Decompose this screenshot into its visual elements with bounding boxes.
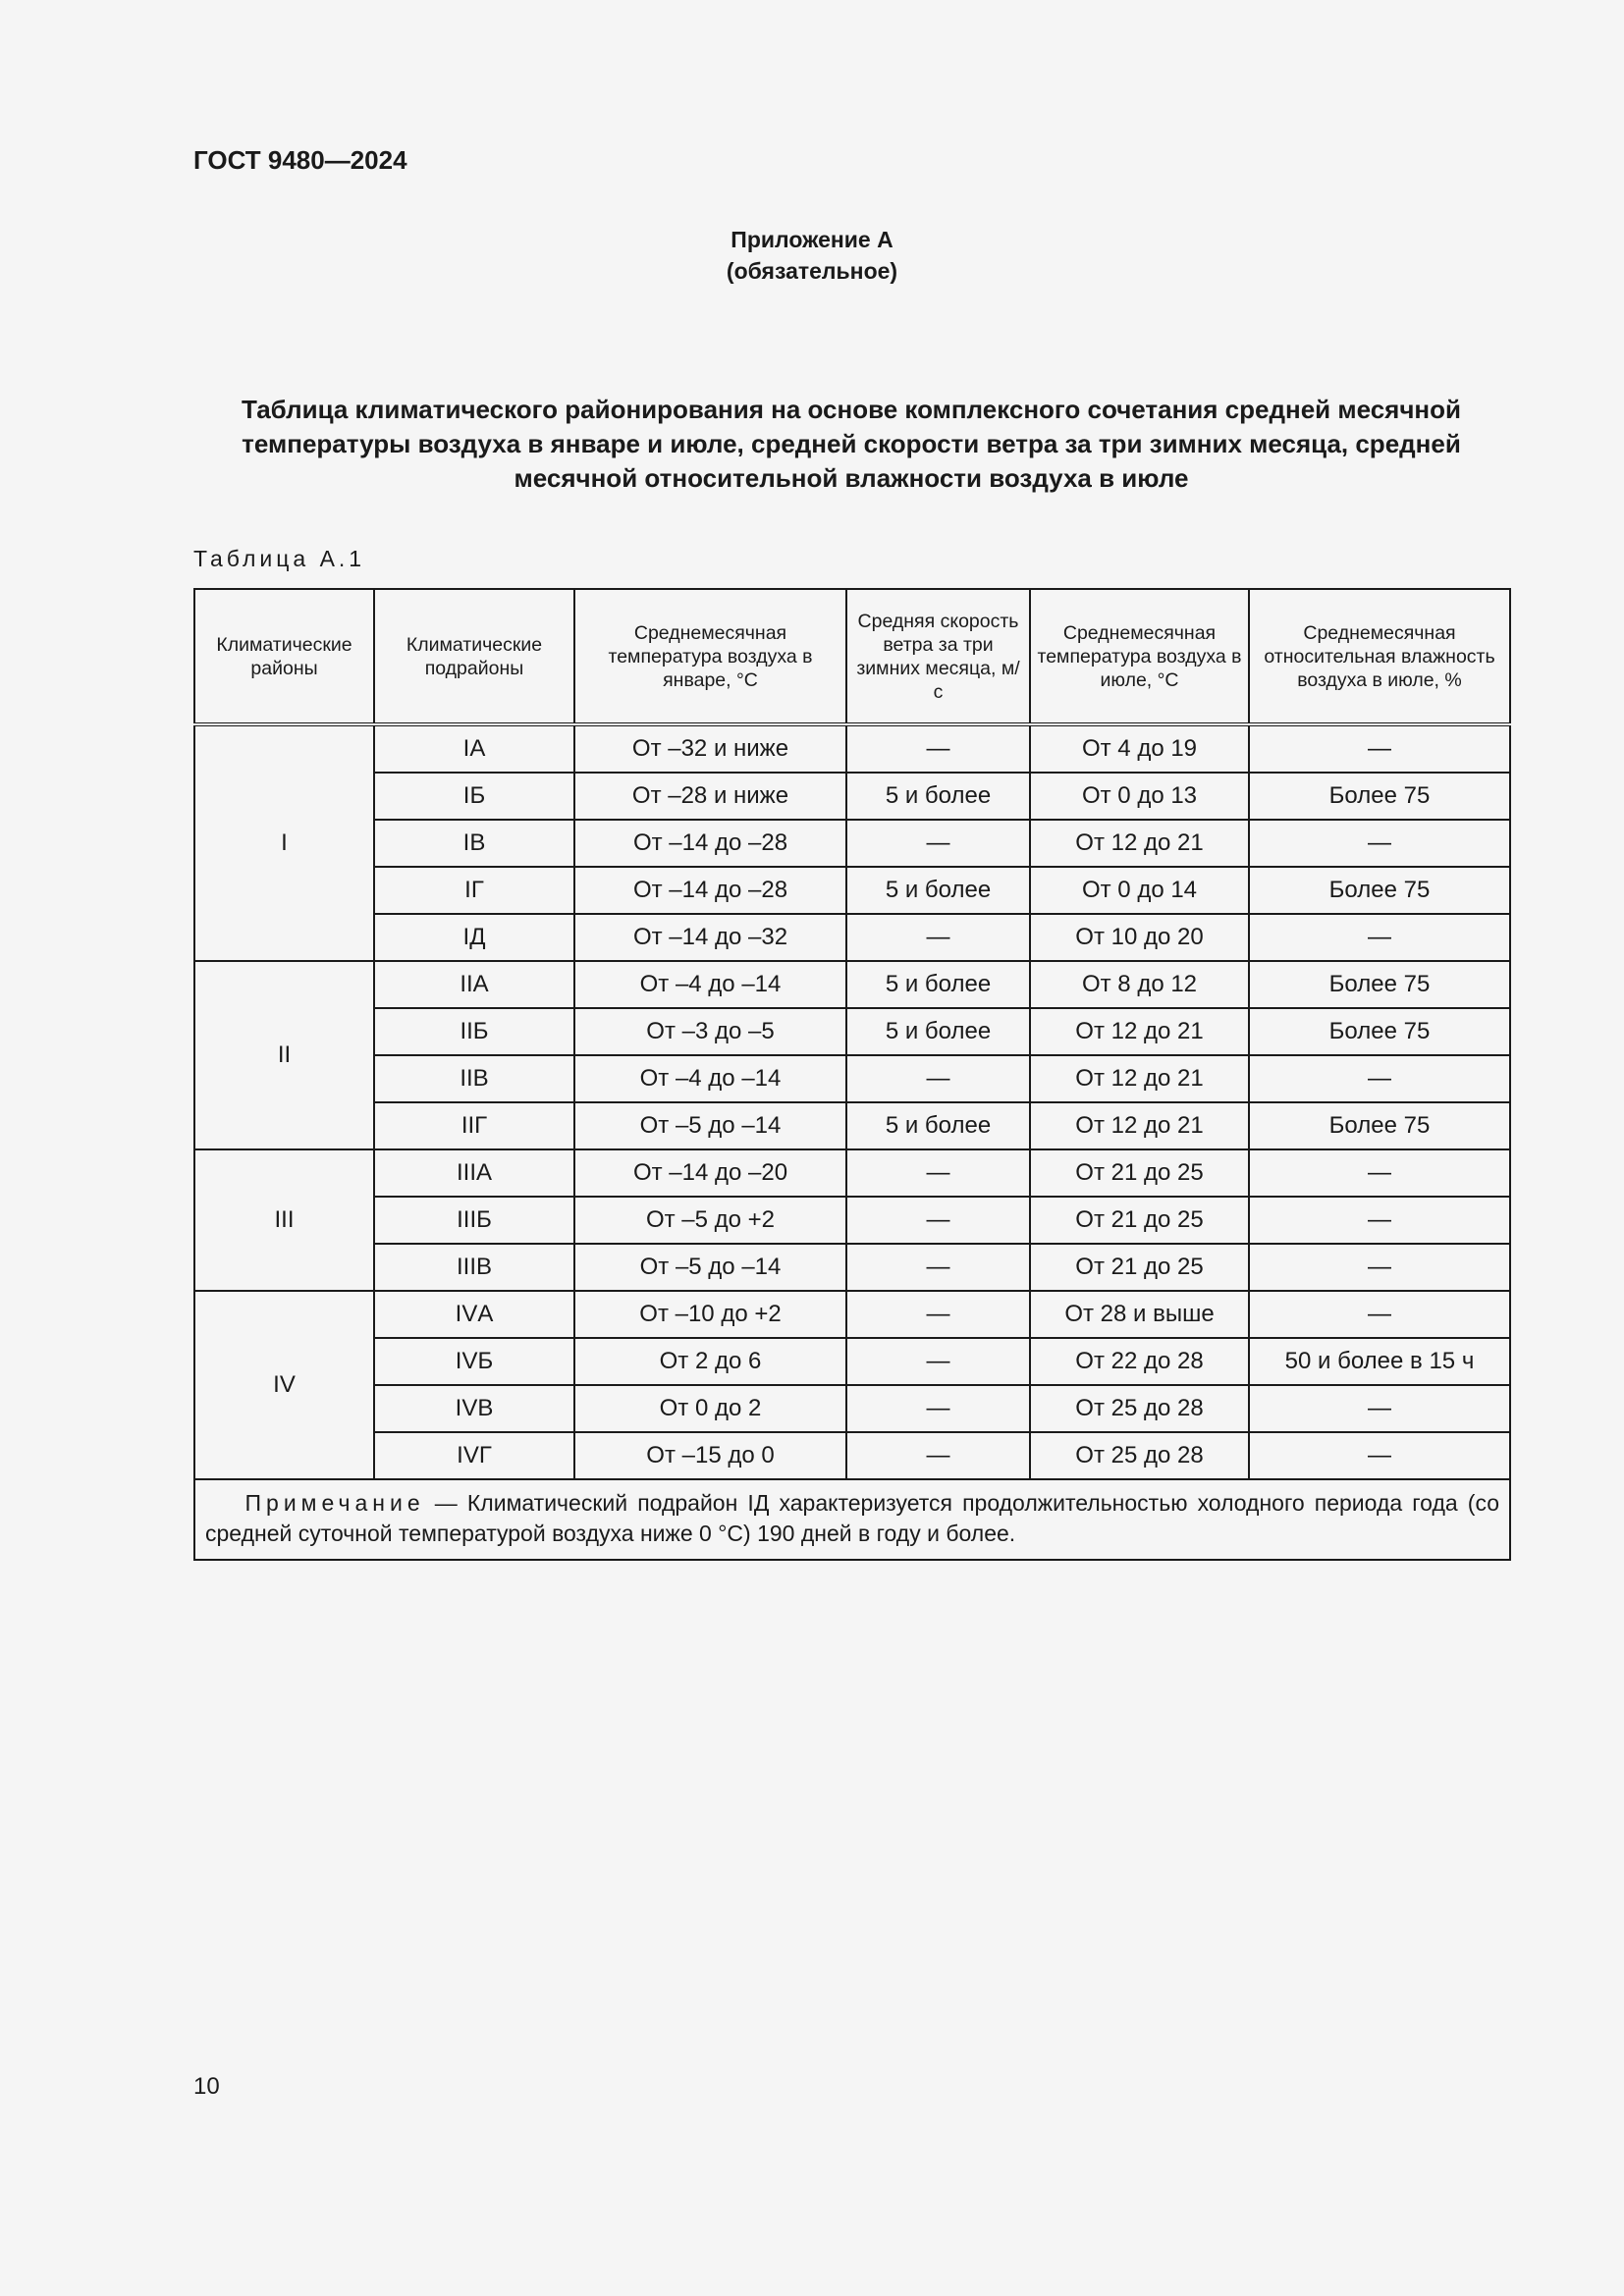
subregion-cell: IVБ [374, 1338, 574, 1385]
wind-speed-cell: — [846, 1197, 1030, 1244]
column-header-region: Климатические районы [194, 589, 374, 724]
region-cell: II [194, 961, 374, 1149]
subregion-cell: IВ [374, 820, 574, 867]
wind-speed-cell: — [846, 1149, 1030, 1197]
july-temperature-cell: От 12 до 21 [1030, 820, 1249, 867]
wind-speed-cell: — [846, 1055, 1030, 1102]
subregion-cell: IIIА [374, 1149, 574, 1197]
column-header-july-temperature: Среднемесячная температура воздуха в июле, °С [1030, 589, 1249, 724]
july-humidity-cell: — [1249, 1244, 1510, 1291]
table-row [194, 1149, 1510, 1197]
july-humidity-cell: Более 75 [1249, 961, 1510, 1008]
january-temperature-cell: От –28 и ниже [574, 773, 846, 820]
july-humidity-cell: — [1249, 1055, 1510, 1102]
table-row [194, 1008, 1510, 1055]
july-temperature-cell: От 25 до 28 [1030, 1432, 1249, 1479]
july-humidity-cell: — [1249, 1197, 1510, 1244]
appendix-status: (обязательное) [726, 258, 898, 284]
january-temperature-cell: От –14 до –28 [574, 820, 846, 867]
january-temperature-cell: От –5 до +2 [574, 1197, 846, 1244]
july-temperature-cell: От 21 до 25 [1030, 1197, 1249, 1244]
subregion-cell: IД [374, 914, 574, 961]
july-humidity-cell: Более 75 [1249, 1102, 1510, 1149]
wind-speed-cell: — [846, 1291, 1030, 1338]
january-temperature-cell: От –4 до –14 [574, 961, 846, 1008]
wind-speed-cell: 5 и более [846, 773, 1030, 820]
january-temperature-cell: От –5 до –14 [574, 1244, 846, 1291]
wind-speed-cell: 5 и более [846, 867, 1030, 914]
subregion-cell: IIБ [374, 1008, 574, 1055]
table-title-line: месячной относительной влажности воздуха в июле [514, 463, 1189, 493]
table-row [194, 724, 1510, 773]
wind-speed-cell: — [846, 724, 1030, 773]
table-row [194, 1338, 1510, 1385]
january-temperature-cell: От 2 до 6 [574, 1338, 846, 1385]
table-row [194, 1291, 1510, 1338]
july-temperature-cell: От 25 до 28 [1030, 1385, 1249, 1432]
wind-speed-cell: — [846, 820, 1030, 867]
region-cell: I [194, 724, 374, 961]
subregion-cell: IIГ [374, 1102, 574, 1149]
page-number: 10 [193, 2073, 220, 2100]
july-temperature-cell: От 21 до 25 [1030, 1149, 1249, 1197]
region-cell: III [194, 1149, 374, 1291]
july-humidity-cell: Более 75 [1249, 773, 1510, 820]
region-cell: IV [194, 1291, 374, 1479]
wind-speed-cell: — [846, 1432, 1030, 1479]
july-humidity-cell: — [1249, 1385, 1510, 1432]
appendix-title: Приложение А [731, 227, 893, 252]
table-body [194, 724, 1510, 1479]
table-row [194, 820, 1510, 867]
july-humidity-cell: — [1249, 914, 1510, 961]
note-text: — Климатический подрайон IД характеризуется продолжительностью холодного периода года (со средней суточной температурой воздуха ниже 0 °С) 190 дней в году и более. [205, 1490, 1500, 1546]
wind-speed-cell: — [846, 1385, 1030, 1432]
subregion-cell: IVГ [374, 1432, 574, 1479]
column-header-wind-speed: Средняя скорость ветра за три зимних месяца, м/с [846, 589, 1030, 724]
subregion-cell: IIВ [374, 1055, 574, 1102]
january-temperature-cell: От –5 до –14 [574, 1102, 846, 1149]
table-title-line: температуры воздуха в январе и июле, средней скорости ветра за три зимних месяца, средней [242, 429, 1461, 458]
note-label: Примечание [244, 1490, 425, 1516]
table-title [193, 393, 1509, 496]
table-row [194, 1244, 1510, 1291]
subregion-cell: IГ [374, 867, 574, 914]
subregion-cell: IIIВ [374, 1244, 574, 1291]
july-humidity-cell: Более 75 [1249, 1008, 1510, 1055]
january-temperature-cell: От –4 до –14 [574, 1055, 846, 1102]
january-temperature-cell: От –10 до +2 [574, 1291, 846, 1338]
january-temperature-cell: От –14 до –32 [574, 914, 846, 961]
wind-speed-cell: — [846, 1338, 1030, 1385]
january-temperature-cell: От –32 и ниже [574, 724, 846, 773]
july-humidity-cell: — [1249, 724, 1510, 773]
july-humidity-cell: — [1249, 1149, 1510, 1197]
table-row [194, 1197, 1510, 1244]
july-temperature-cell: От 4 до 19 [1030, 724, 1249, 773]
july-temperature-cell: От 12 до 21 [1030, 1008, 1249, 1055]
table-header-row [194, 589, 1510, 724]
document-code: ГОСТ 9480—2024 [193, 145, 407, 175]
table-caption: Таблица А.1 [193, 546, 366, 571]
subregion-cell: IIIБ [374, 1197, 574, 1244]
subregion-cell: IБ [374, 773, 574, 820]
table-row [194, 1432, 1510, 1479]
july-temperature-cell: От 28 и выше [1030, 1291, 1249, 1338]
table-row [194, 1385, 1510, 1432]
column-header-july-humidity: Среднемесячная относительная влажность воздуха в июле, % [1249, 589, 1510, 724]
january-temperature-cell: От 0 до 2 [574, 1385, 846, 1432]
july-humidity-cell: — [1249, 1291, 1510, 1338]
wind-speed-cell: 5 и более [846, 1102, 1030, 1149]
appendix-heading [0, 224, 1624, 287]
table-title-line: Таблица климатического районирования на основе комплексного сочетания средней месячной [241, 395, 1462, 424]
january-temperature-cell: От –14 до –28 [574, 867, 846, 914]
july-temperature-cell: От 0 до 13 [1030, 773, 1249, 820]
column-header-january-temperature: Среднемесячная температура воздуха в январе, °С [574, 589, 846, 724]
subregion-cell: IVВ [374, 1385, 574, 1432]
july-temperature-cell: От 21 до 25 [1030, 1244, 1249, 1291]
subregion-cell: IVА [374, 1291, 574, 1338]
july-temperature-cell: От 12 до 21 [1030, 1102, 1249, 1149]
january-temperature-cell: От –15 до 0 [574, 1432, 846, 1479]
table-row [194, 1055, 1510, 1102]
july-humidity-cell: Более 75 [1249, 867, 1510, 914]
wind-speed-cell: — [846, 914, 1030, 961]
july-humidity-cell: — [1249, 820, 1510, 867]
july-temperature-cell: От 12 до 21 [1030, 1055, 1249, 1102]
table-row [194, 1102, 1510, 1149]
wind-speed-cell: — [846, 1244, 1030, 1291]
july-temperature-cell: От 0 до 14 [1030, 867, 1249, 914]
subregion-cell: IА [374, 724, 574, 773]
table-row [194, 867, 1510, 914]
january-temperature-cell: От –3 до –5 [574, 1008, 846, 1055]
july-humidity-cell: 50 и более в 15 ч [1249, 1338, 1510, 1385]
january-temperature-cell: От –14 до –20 [574, 1149, 846, 1197]
table-note [194, 1479, 1510, 1560]
july-temperature-cell: От 8 до 12 [1030, 961, 1249, 1008]
table-row [194, 773, 1510, 820]
table-row [194, 914, 1510, 961]
table-note-row [194, 1479, 1510, 1560]
july-humidity-cell: — [1249, 1432, 1510, 1479]
wind-speed-cell: 5 и более [846, 961, 1030, 1008]
column-header-subregion: Климатические подрайоны [374, 589, 574, 724]
climate-zoning-table [193, 588, 1511, 1561]
july-temperature-cell: От 22 до 28 [1030, 1338, 1249, 1385]
wind-speed-cell: 5 и более [846, 1008, 1030, 1055]
subregion-cell: IIА [374, 961, 574, 1008]
table-row [194, 961, 1510, 1008]
july-temperature-cell: От 10 до 20 [1030, 914, 1249, 961]
